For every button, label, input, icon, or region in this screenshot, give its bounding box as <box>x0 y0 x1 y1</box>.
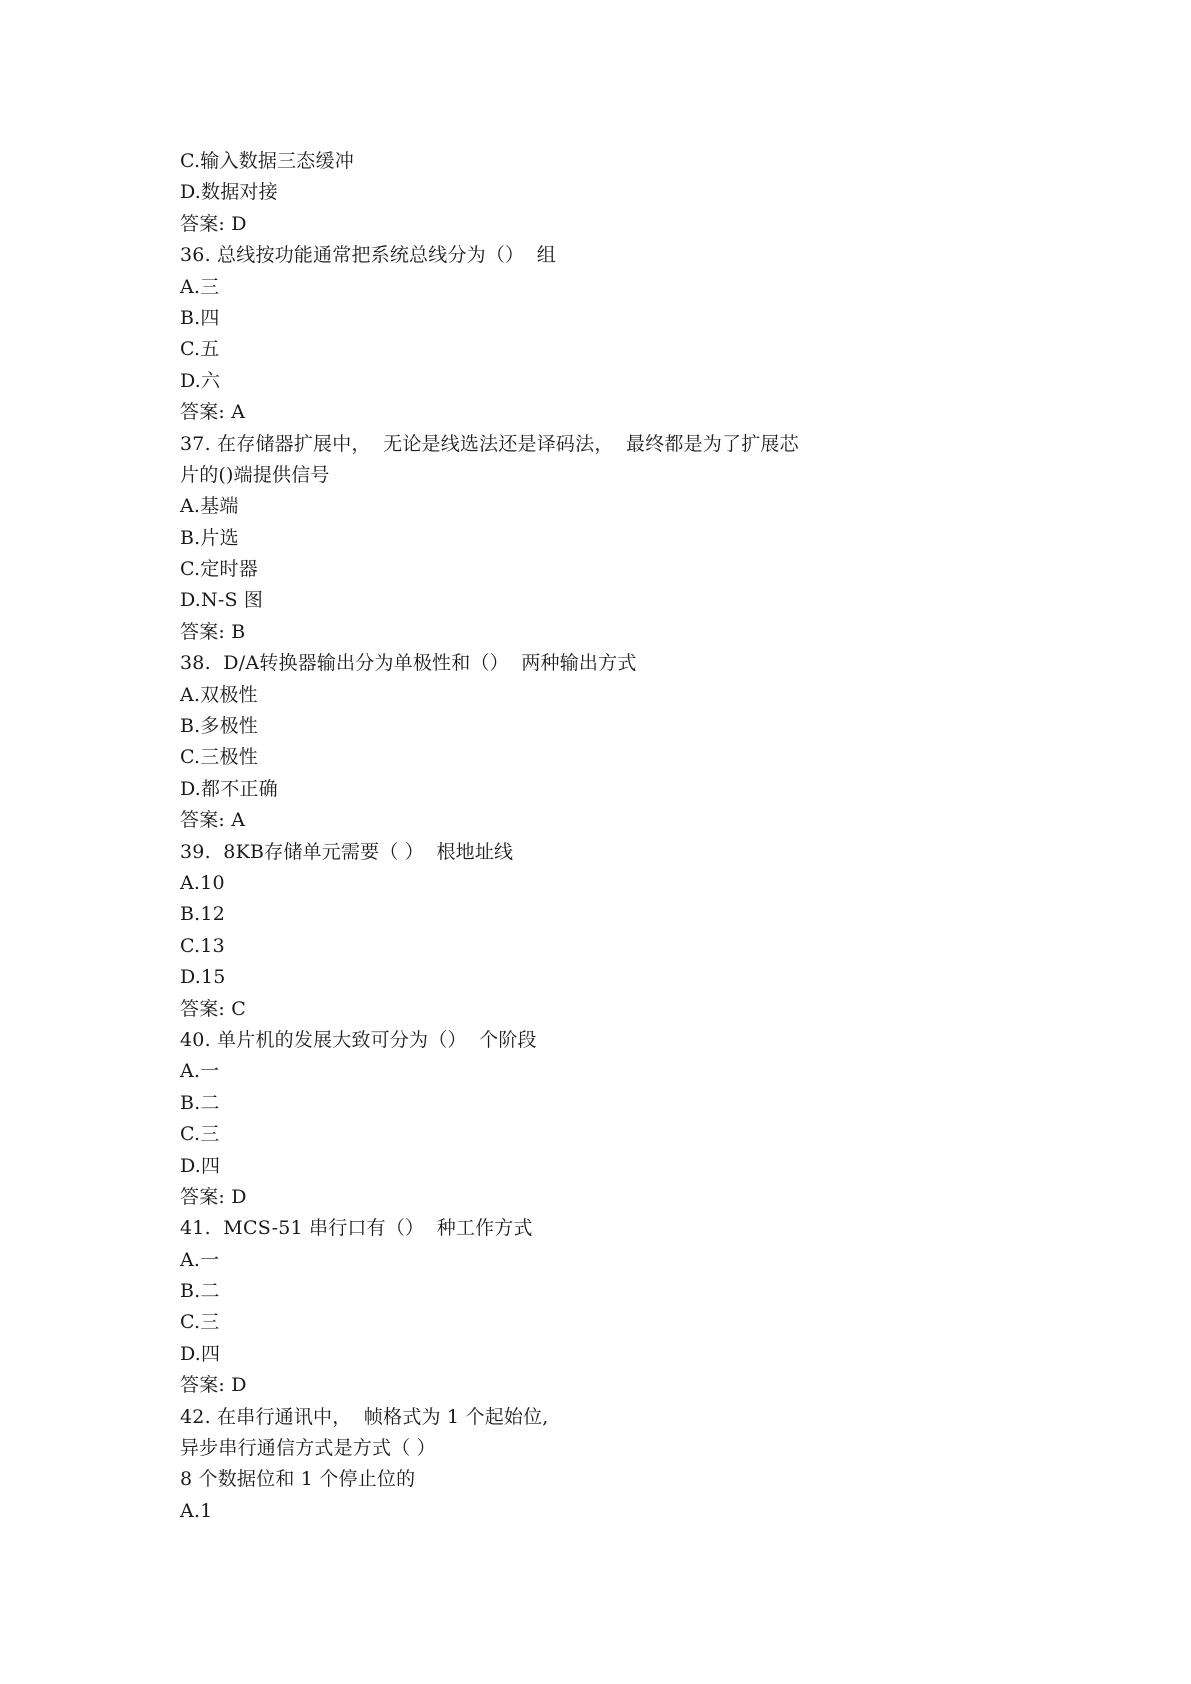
question-37: 37. 在存储器扩展中， 无论是线选法还是译码法， 最终都是为了扩展芯 <box>180 432 799 455</box>
answer-line: 答案: B <box>180 620 246 643</box>
question-37-continued: 片的()端提供信号 <box>180 463 330 486</box>
option-line: C.定时器 <box>180 558 258 581</box>
question-41: 41. MCS-51 串行口有（） 种工作方式 <box>180 1217 533 1240</box>
question-42: 42. 在串行通讯中， 帧格式为 1 个起始位, <box>180 1405 549 1428</box>
option-line: A.双极性 <box>180 683 258 706</box>
option-line: B.多极性 <box>180 715 259 738</box>
option-line: C.三 <box>180 1123 220 1146</box>
option-line: A.一 <box>180 1060 220 1083</box>
option-line: A.10 <box>180 871 225 894</box>
answer-line: 答案: D <box>180 212 247 235</box>
option-line: B.二 <box>180 1091 220 1114</box>
question-39: 39. 8KB存储单元需要（ ） 根地址线 <box>180 840 514 863</box>
option-line: A.1 <box>180 1499 213 1522</box>
option-line: A.三 <box>180 275 220 298</box>
option-line: B.四 <box>180 306 220 329</box>
answer-line: 答案: D <box>180 1374 247 1397</box>
option-line: D.四 <box>180 1154 221 1177</box>
option-line: B.12 <box>180 903 225 926</box>
answer-line: 答案: A <box>180 809 246 832</box>
option-line: D.六 <box>180 369 221 392</box>
option-line: C.输入数据三态缓冲 <box>180 150 354 172</box>
option-line: C.三 <box>180 1311 220 1334</box>
option-line: C.三极性 <box>180 746 258 769</box>
option-line: D.数据对接 <box>180 181 278 204</box>
option-line: D.N-S 图 <box>180 589 264 612</box>
answer-line: 答案: D <box>180 1185 247 1208</box>
option-line: D.15 <box>180 966 226 989</box>
option-line: D.都不正确 <box>180 777 278 800</box>
option-line: B.二 <box>180 1280 220 1303</box>
document-page <box>180 146 1080 1527</box>
option-line: C.13 <box>180 934 225 957</box>
question-40: 40. 单片机的发展大致可分为（） 个阶段 <box>180 1028 537 1051</box>
answer-line: 答案: C <box>180 997 246 1020</box>
option-line: D.四 <box>180 1342 221 1365</box>
question-36: 36. 总线按功能通常把系统总线分为（） 组 <box>180 244 556 267</box>
option-line: B.片选 <box>180 526 239 549</box>
question-42-continued: 8 个数据位和 1 个停止位的 <box>180 1468 416 1491</box>
option-line: A.一 <box>180 1248 220 1271</box>
option-line: C.五 <box>180 338 220 361</box>
question-42-continued: 异步串行通信方式是方式（ ） <box>180 1437 436 1460</box>
option-line: A.基端 <box>180 495 239 518</box>
question-38: 38. D/A转换器输出分为单极性和（） 两种输出方式 <box>180 652 637 675</box>
answer-line: 答案: A <box>180 401 246 424</box>
